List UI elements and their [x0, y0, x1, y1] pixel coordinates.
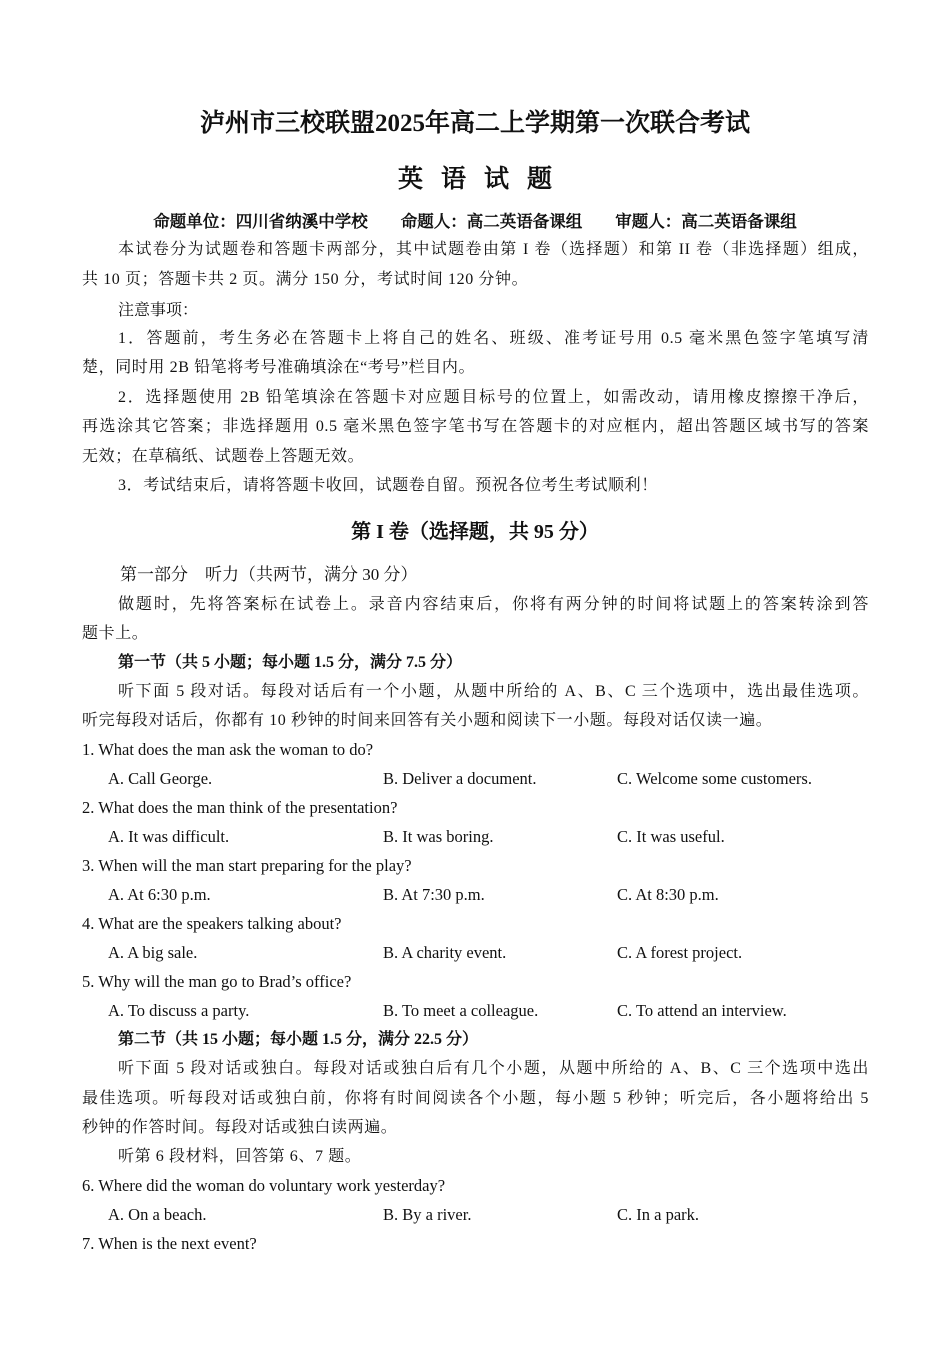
section-1-intro-line-1: 听下面 5 段对话。每段对话后有一个小题，从题中所给的 A、B、C 三个选项中，选出最佳选项。: [118, 683, 869, 700]
option-a: A. A big sale.: [108, 943, 198, 962]
option-a: A. At 6:30 p.m.: [108, 885, 211, 904]
question-stem: 5. Why will the man go to Brad’s office?: [82, 972, 352, 991]
option-a: A. On a beach.: [108, 1205, 207, 1224]
material-6-instruction: 听第 6 段材料，回答第 6、7 题。: [118, 1148, 362, 1165]
note-2-line-2: 再选涂其它答案；非选择题用 0.5 毫米黑色签字笔书写在答题卡的对应框内，超出答题区域书写的答案: [82, 418, 869, 435]
section-2-heading: 第二节（共 15 小题；每小题 1.5 分，满分 22.5 分）: [118, 1031, 479, 1048]
exam-subtitle: 英语试题: [397, 166, 570, 193]
note-2-line-3: 无效；在草稿纸、试题卷上答题无效。: [82, 448, 365, 465]
exam-title: 泸州市三校联盟2025年高二上学期第一次联合考试: [199, 110, 750, 137]
question-stem: 6. Where did the woman do voluntary work yesterday?: [82, 1176, 446, 1195]
option-c: C. A forest project.: [617, 943, 743, 962]
question-stem: 1. What does the man ask the woman to do?: [82, 740, 374, 759]
option-a: A. It was difficult.: [108, 827, 230, 846]
part-1-intro-line-2: 题卡上。: [82, 625, 149, 642]
section-1-heading: 第一节（共 5 小题；每小题 1.5 分，满分 7.5 分）: [118, 654, 463, 671]
option-c: C. To attend an interview.: [617, 1001, 787, 1020]
question-stem: 4. What are the speakers talking about?: [82, 914, 342, 933]
question-stem: 7. When is the next event?: [82, 1234, 257, 1253]
option-a: A. Call George.: [108, 769, 213, 788]
option-c: C. It was useful.: [617, 827, 725, 846]
part-1-intro-line-1: 做题时，先将答案标在试卷上。录音内容结束后，你将有两分钟的时间将试题上的答案转涂到答: [118, 596, 869, 613]
section-2-intro-line-1: 听下面 5 段对话或独白。每段对话或独白后有几个小题，从题中所给的 A、B、C 三个选项中选出: [118, 1060, 869, 1077]
note-3: 3．考试结束后，请将答题卡收回，试题卷自留。预祝各位考生考试顺利！: [118, 477, 658, 494]
question-stem: 2. What does the man think of the presentation?: [82, 798, 398, 817]
option-c: C. In a park.: [617, 1205, 700, 1224]
option-b: B. Deliver a document.: [383, 769, 537, 788]
section-1-intro-line-2: 听完每段对话后，你都有 10 秒钟的时间来回答有关小题和阅读下一小题。每段对话仅读一遍。: [82, 712, 773, 729]
part-1-heading: 第一部分 听力（共两节，满分 30 分）: [120, 565, 418, 584]
option-a: A. To discuss a party.: [108, 1001, 250, 1020]
option-b: B. To meet a colleague.: [383, 1001, 539, 1020]
section-2-intro-line-2: 最佳选项。听每段对话或独白前，你将有时间阅读各个小题，每小题 5 秒钟；听完后，各小题将给出 5: [82, 1090, 869, 1107]
intro-line-2: 共 10 页；答题卡共 2 页。满分 150 分，考试时间 120 分钟。: [82, 271, 529, 288]
note-2-line-1: 2．选择题使用 2B 铅笔填涂在答题卡对应题目标号的位置上，如需改动，请用橡皮擦擦干净后，: [118, 389, 869, 406]
option-b: B. By a river.: [383, 1205, 472, 1224]
note-1-line-2: 楚，同时用 2B 铅笔将考号准确填涂在“考号”栏目内。: [82, 359, 476, 376]
note-1-line-1: 1．答题前，考生务必在答题卡上将自己的姓名、班级、准考证号用 0.5 毫米黑色签字笔填写清: [118, 330, 869, 347]
option-b: B. A charity event.: [383, 943, 507, 962]
option-b: B. It was boring.: [383, 827, 494, 846]
section-2-intro-line-3: 秒钟的作答时间。每段对话或独白读两遍。: [82, 1119, 398, 1136]
volume-1-heading: 第 I 卷（选择题，共 95 分）: [351, 521, 599, 543]
intro-line-1: 本试卷分为试题卷和答题卡两部分，其中试题卷由第 I 卷（选择题）和第 II 卷（非选择题）组成，: [118, 241, 869, 258]
notes-heading: 注意事项：: [118, 302, 199, 319]
exam-authors: 命题单位：四川省纳溪中学校 命题人：高二英语备课组 审题人：高二英语备课组: [153, 212, 797, 231]
option-c: C. At 8:30 p.m.: [617, 885, 719, 904]
question-stem: 3. When will the man start preparing for the play?: [82, 856, 412, 875]
option-c: C. Welcome some customers.: [617, 769, 812, 788]
option-b: B. At 7:30 p.m.: [383, 885, 485, 904]
